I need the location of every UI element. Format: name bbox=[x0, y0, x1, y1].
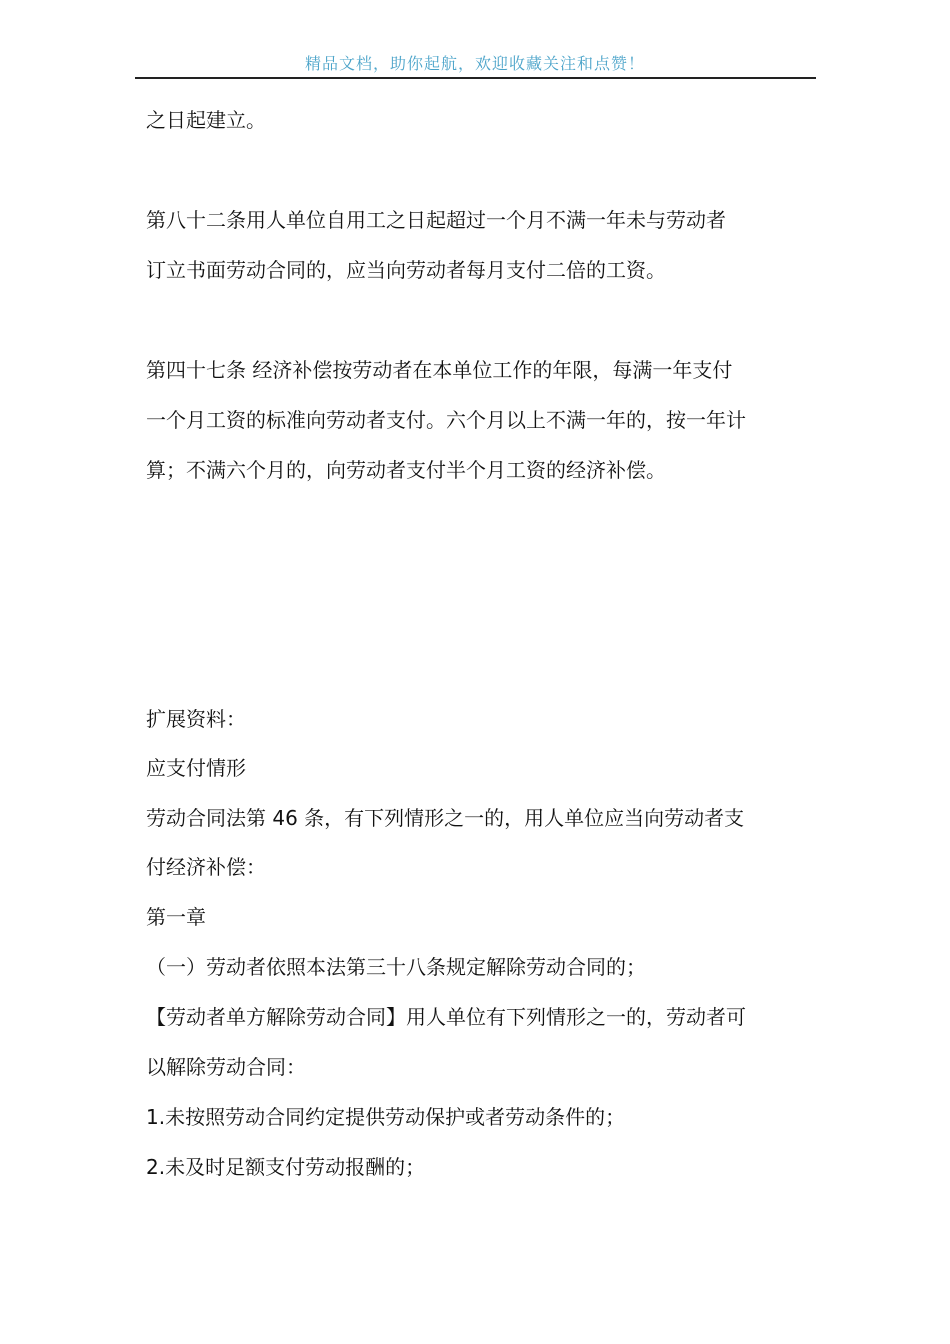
chapter-heading: 第一章 bbox=[146, 905, 206, 929]
subheading: 应支付情形 bbox=[146, 756, 246, 780]
list-item: （一）劳动者依照本法第三十八条规定解除劳动合同的； bbox=[146, 955, 646, 979]
paragraph-line: 之日起建立。 bbox=[146, 108, 266, 132]
header-divider bbox=[135, 77, 816, 79]
list-item: 2.未及时足额支付劳动报酬的； bbox=[146, 1155, 426, 1179]
header-banner: 精品文档，助你起航，欢迎收藏关注和点赞！ bbox=[304, 54, 645, 73]
paragraph-line: 劳动合同法第 46 条，有下列情形之一的，用人单位应当向劳动者支 bbox=[146, 806, 745, 830]
section-label: 扩展资料： bbox=[146, 707, 246, 731]
paragraph-line: 一个月工资的标准向劳动者支付。六个月以上不满一年的，按一年计 bbox=[146, 408, 746, 432]
paragraph-line: 第四十七条 经济补偿按劳动者在本单位工作的年限，每满一年支付 bbox=[146, 358, 733, 382]
paragraph-line: 付经济补偿： bbox=[146, 855, 266, 879]
list-item: 1.未按照劳动合同约定提供劳动保护或者劳动条件的； bbox=[146, 1105, 626, 1129]
paragraph-line: 算；不满六个月的，向劳动者支付半个月工资的经济补偿。 bbox=[146, 458, 666, 482]
paragraph-line: 以解除劳动合同： bbox=[146, 1055, 306, 1079]
paragraph-line: 订立书面劳动合同的，应当向劳动者每月支付二倍的工资。 bbox=[146, 258, 666, 282]
paragraph-line: 【劳动者单方解除劳动合同】用人单位有下列情形之一的，劳动者可 bbox=[146, 1005, 746, 1029]
paragraph-line: 第八十二条用人单位自用工之日起超过一个月不满一年未与劳动者 bbox=[146, 208, 726, 232]
